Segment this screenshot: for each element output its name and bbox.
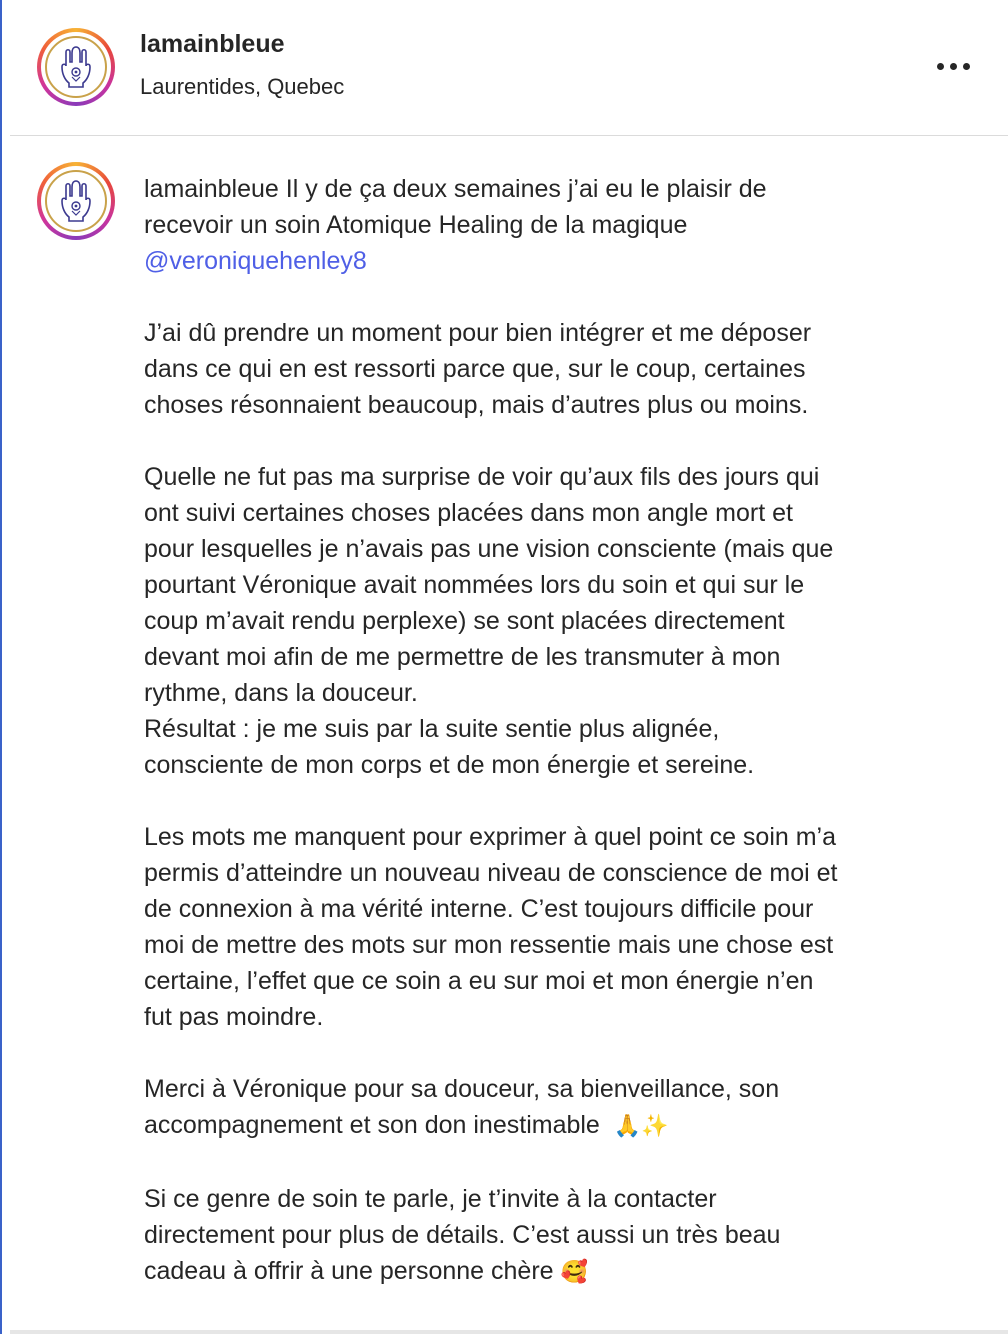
header-username[interactable]: lamainbleue <box>140 30 285 58</box>
hamsa-hand-logo-icon <box>45 170 107 232</box>
caption-author[interactable]: lamainbleue <box>144 175 279 203</box>
more-options-icon[interactable] <box>932 50 976 82</box>
header-location[interactable]: Laurentides, Quebec <box>140 74 345 99</box>
caption-paragraph-3: Les mots me manquent pour exprimer à quel point ce soin m’a permis d’atteindre un nouveau niveau de conscience de moi et de connexion à ma vérité interne. C’est toujours difficile pour moi de mettre des mots sur mon ressentie mais une chose est certaine, l’effet que ce soin a eu sur moi et mon énergie n’en fut pas moindre. <box>144 823 838 1031</box>
pray-sparkles-emoji: 🙏✨ <box>613 1114 669 1139</box>
hamsa-icon <box>55 44 97 90</box>
smiling-hearts-emoji: 🥰 <box>560 1260 588 1285</box>
caption-section <box>10 137 1008 1334</box>
post-caption <box>144 171 994 1291</box>
caption-intro: Il y de ça deux semaines j’ai eu le plaisir de recevoir un soin Atomique Healing de la magique <box>144 175 767 239</box>
caption-paragraph-5: Si ce genre de soin te parle, je t’invite à la contacter directement pour plus de détails. C’est aussi un très beau cadeau à offrir à une personne chère <box>144 1185 781 1285</box>
post-header <box>10 0 1008 136</box>
caption-paragraph-1: J’ai dû prendre un moment pour bien intégrer et me déposer dans ce qui en est ressorti parce que, sur le coup, certaines choses résonnaient beaucoup, mais d’autres plus ou moins. <box>144 319 812 419</box>
caption-paragraph-4: Merci à Véronique pour sa douceur, sa bienveillance, son accompagnement et son don inestimable <box>144 1075 780 1139</box>
horizontal-scrollbar[interactable] <box>10 1330 1008 1334</box>
hamsa-icon <box>55 178 97 224</box>
profile-avatar[interactable] <box>37 28 115 106</box>
caption-paragraph-2: Quelle ne fut pas ma surprise de voir qu’aux fils des jours qui ont suivi certaines choses placées dans mon angle mort et pour lesquelles je n’avais pas une vision consciente (mais que pourtant Véronique avait nommées lors du soin et qui sur le coup m’avait rendu perplexe) se sont placées directement devant moi afin de me permettre de les transmuter à mon rythme, dans la douceur. Résultat : je me suis par la suite sentie plus alignée, consciente de mon corps et de mon énergie et sereine. <box>144 463 834 779</box>
caption-avatar[interactable] <box>37 162 115 240</box>
mention-link[interactable]: @veroniquehenley8 <box>144 247 367 275</box>
hamsa-hand-logo-icon <box>45 36 107 98</box>
